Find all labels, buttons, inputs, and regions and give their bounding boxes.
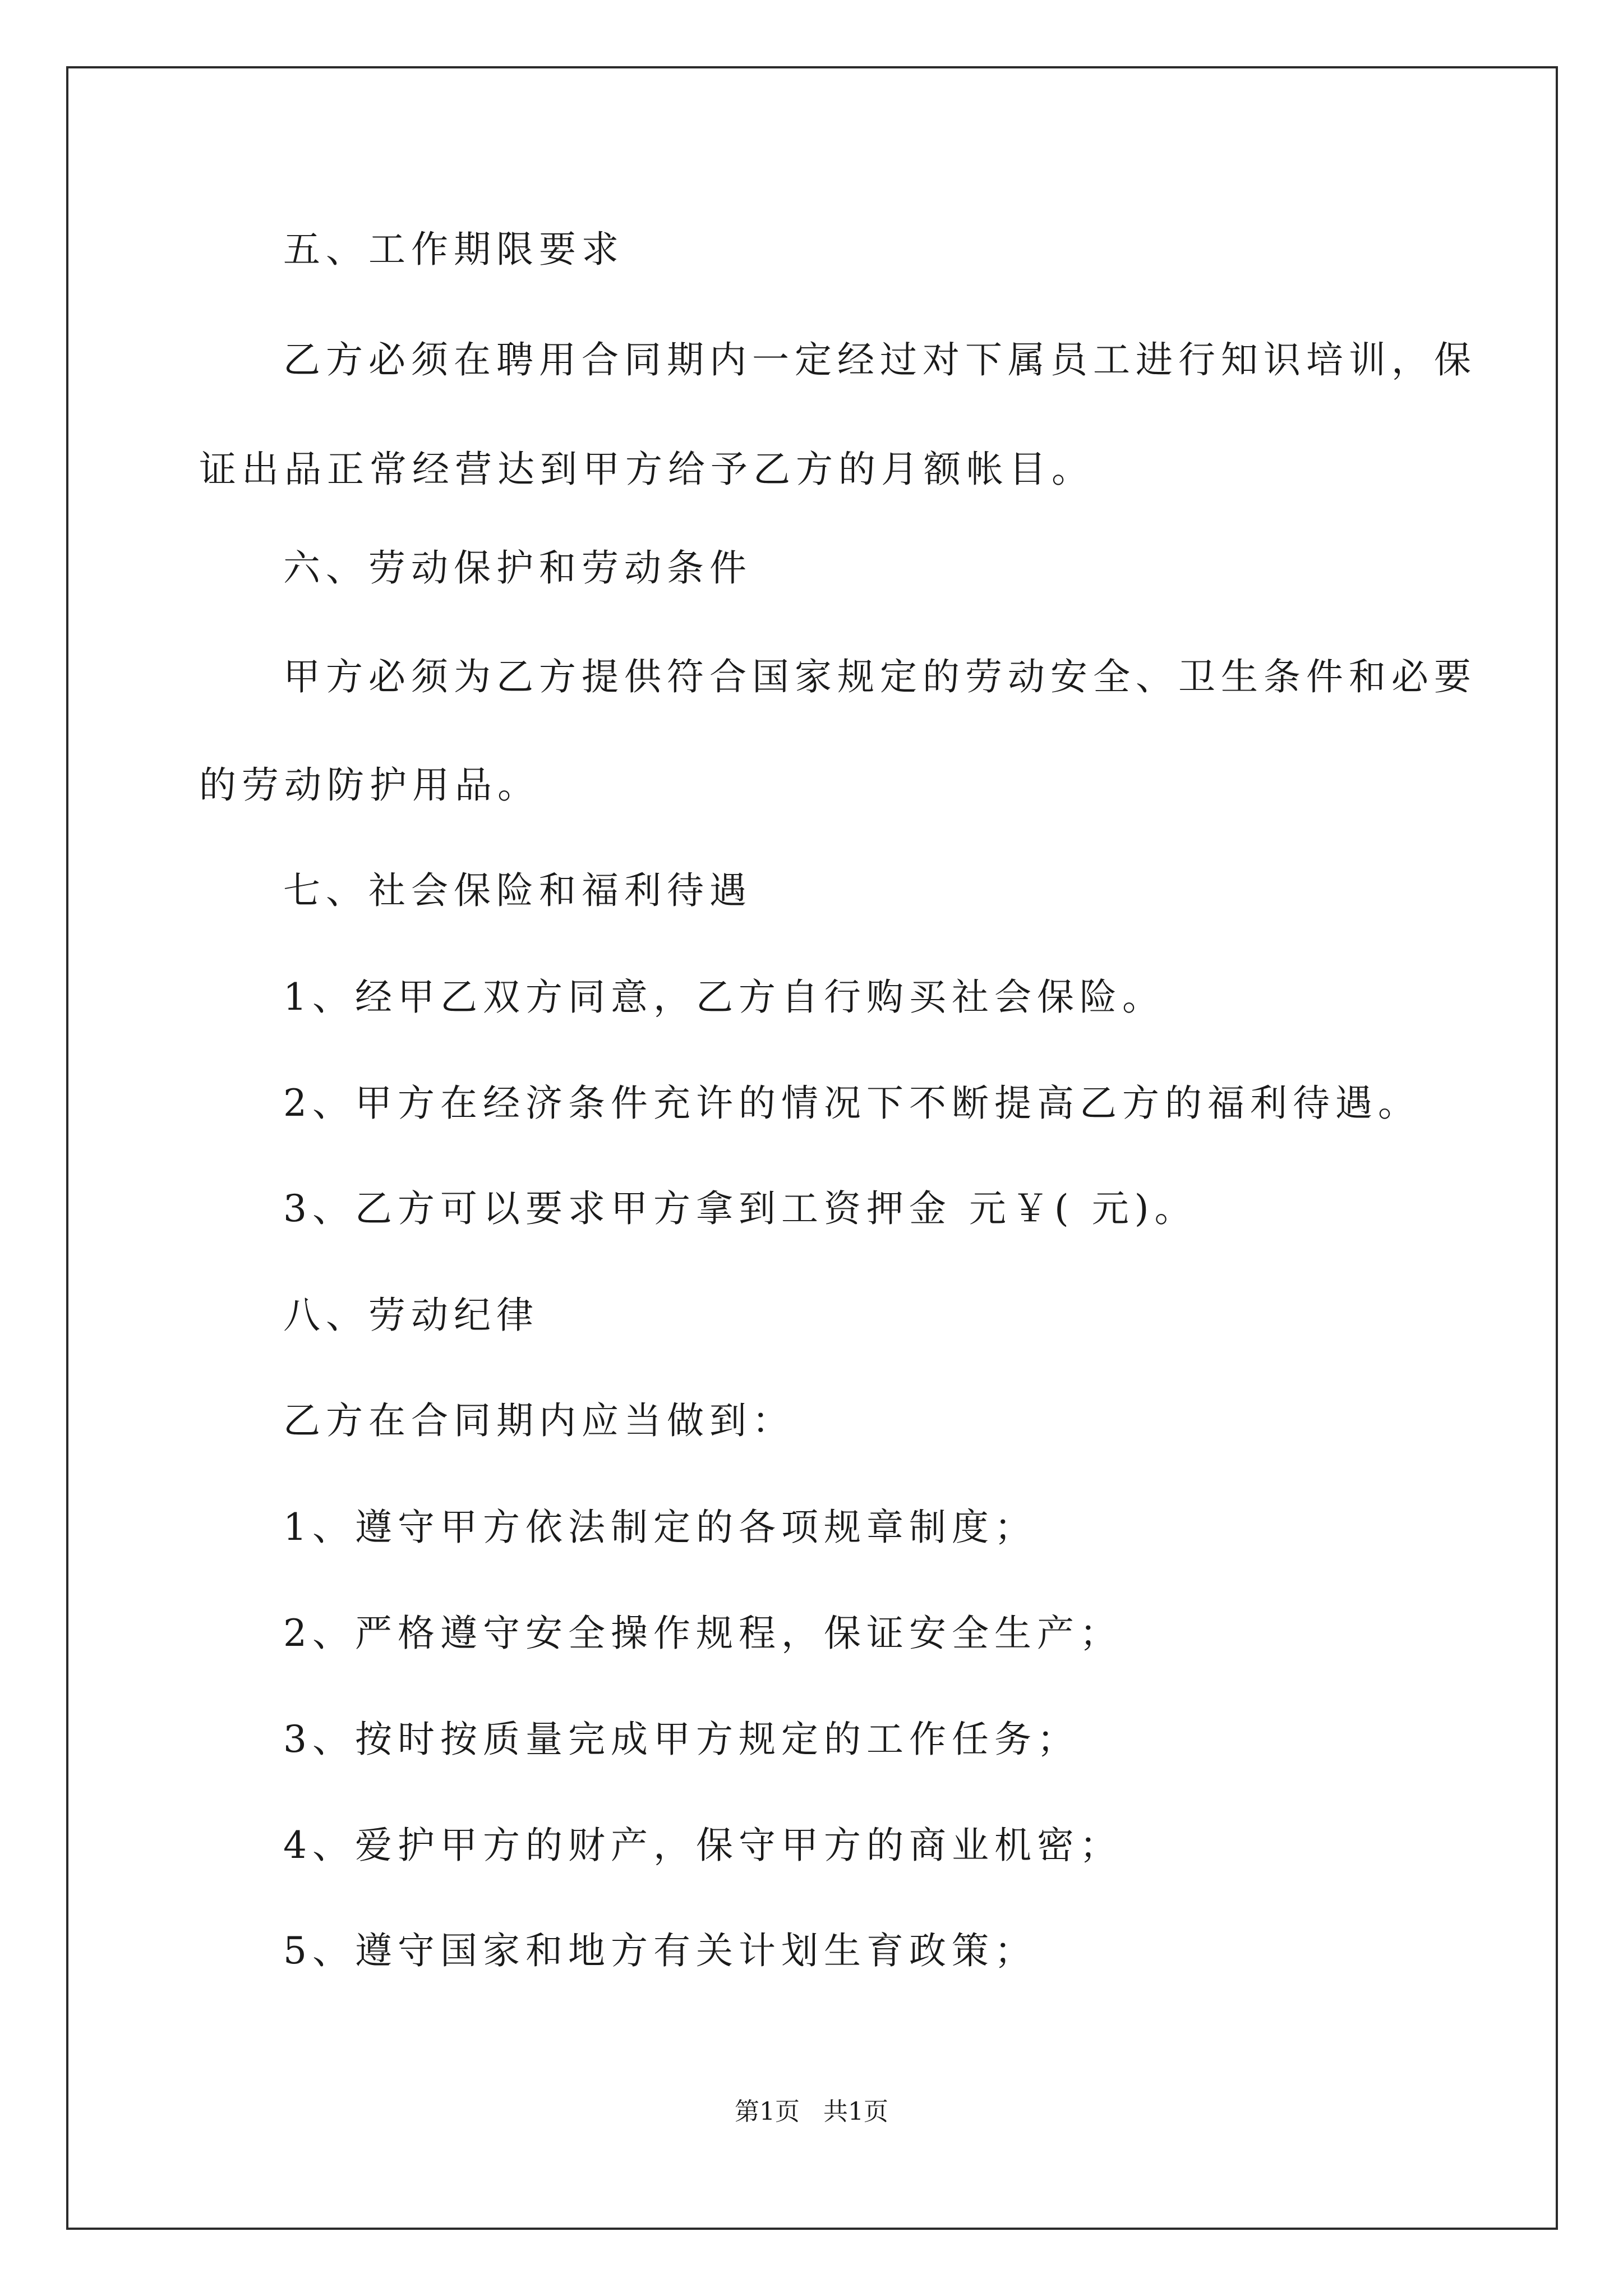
page-footer: 第1页 共1页 [735, 2097, 888, 2126]
section-heading-5: 五、工作期限要求 [283, 228, 624, 271]
section-heading-6: 六、劳动保护和劳动条件 [283, 546, 752, 590]
paragraph-line: 的劳动防护用品。 [199, 763, 540, 807]
paragraph-line: 甲方必须为乙方提供符合国家规定的劳动安全、卫生条件和必要 [283, 655, 1477, 698]
list-item: 5、遵守国家和地方有关计划生育政策； [283, 1929, 1037, 1972]
section-heading-8: 八、劳动纪律 [283, 1294, 539, 1337]
list-item: 4、爱护甲方的财产，保守甲方的商业机密； [283, 1824, 1122, 1867]
paragraph-line: 证出品正常经营达到甲方给予乙方的月额帐目。 [199, 448, 1094, 491]
list-item: 2、严格遵守安全操作规程，保证安全生产； [283, 1612, 1122, 1655]
list-item: 1、遵守甲方依法制定的各项规章制度； [283, 1506, 1037, 1549]
list-item: 3、乙方可以要求甲方拿到工资押金 元￥( 元)。 [283, 1187, 1197, 1230]
list-item: 3、按时按质量完成甲方规定的工作任务； [283, 1718, 1080, 1761]
paragraph-line: 乙方必须在聘用合同期内一定经过对下属员工进行知识培训，保 [283, 338, 1477, 381]
section-heading-7: 七、社会保险和福利待遇 [283, 869, 752, 912]
list-item: 2、甲方在经济条件充许的情况下不断提高乙方的福利待遇。 [283, 1082, 1421, 1125]
paragraph-line: 乙方在合同期内应当做到： [283, 1399, 795, 1442]
list-item: 1、经甲乙双方同意，乙方自行购买社会保险。 [283, 976, 1165, 1019]
